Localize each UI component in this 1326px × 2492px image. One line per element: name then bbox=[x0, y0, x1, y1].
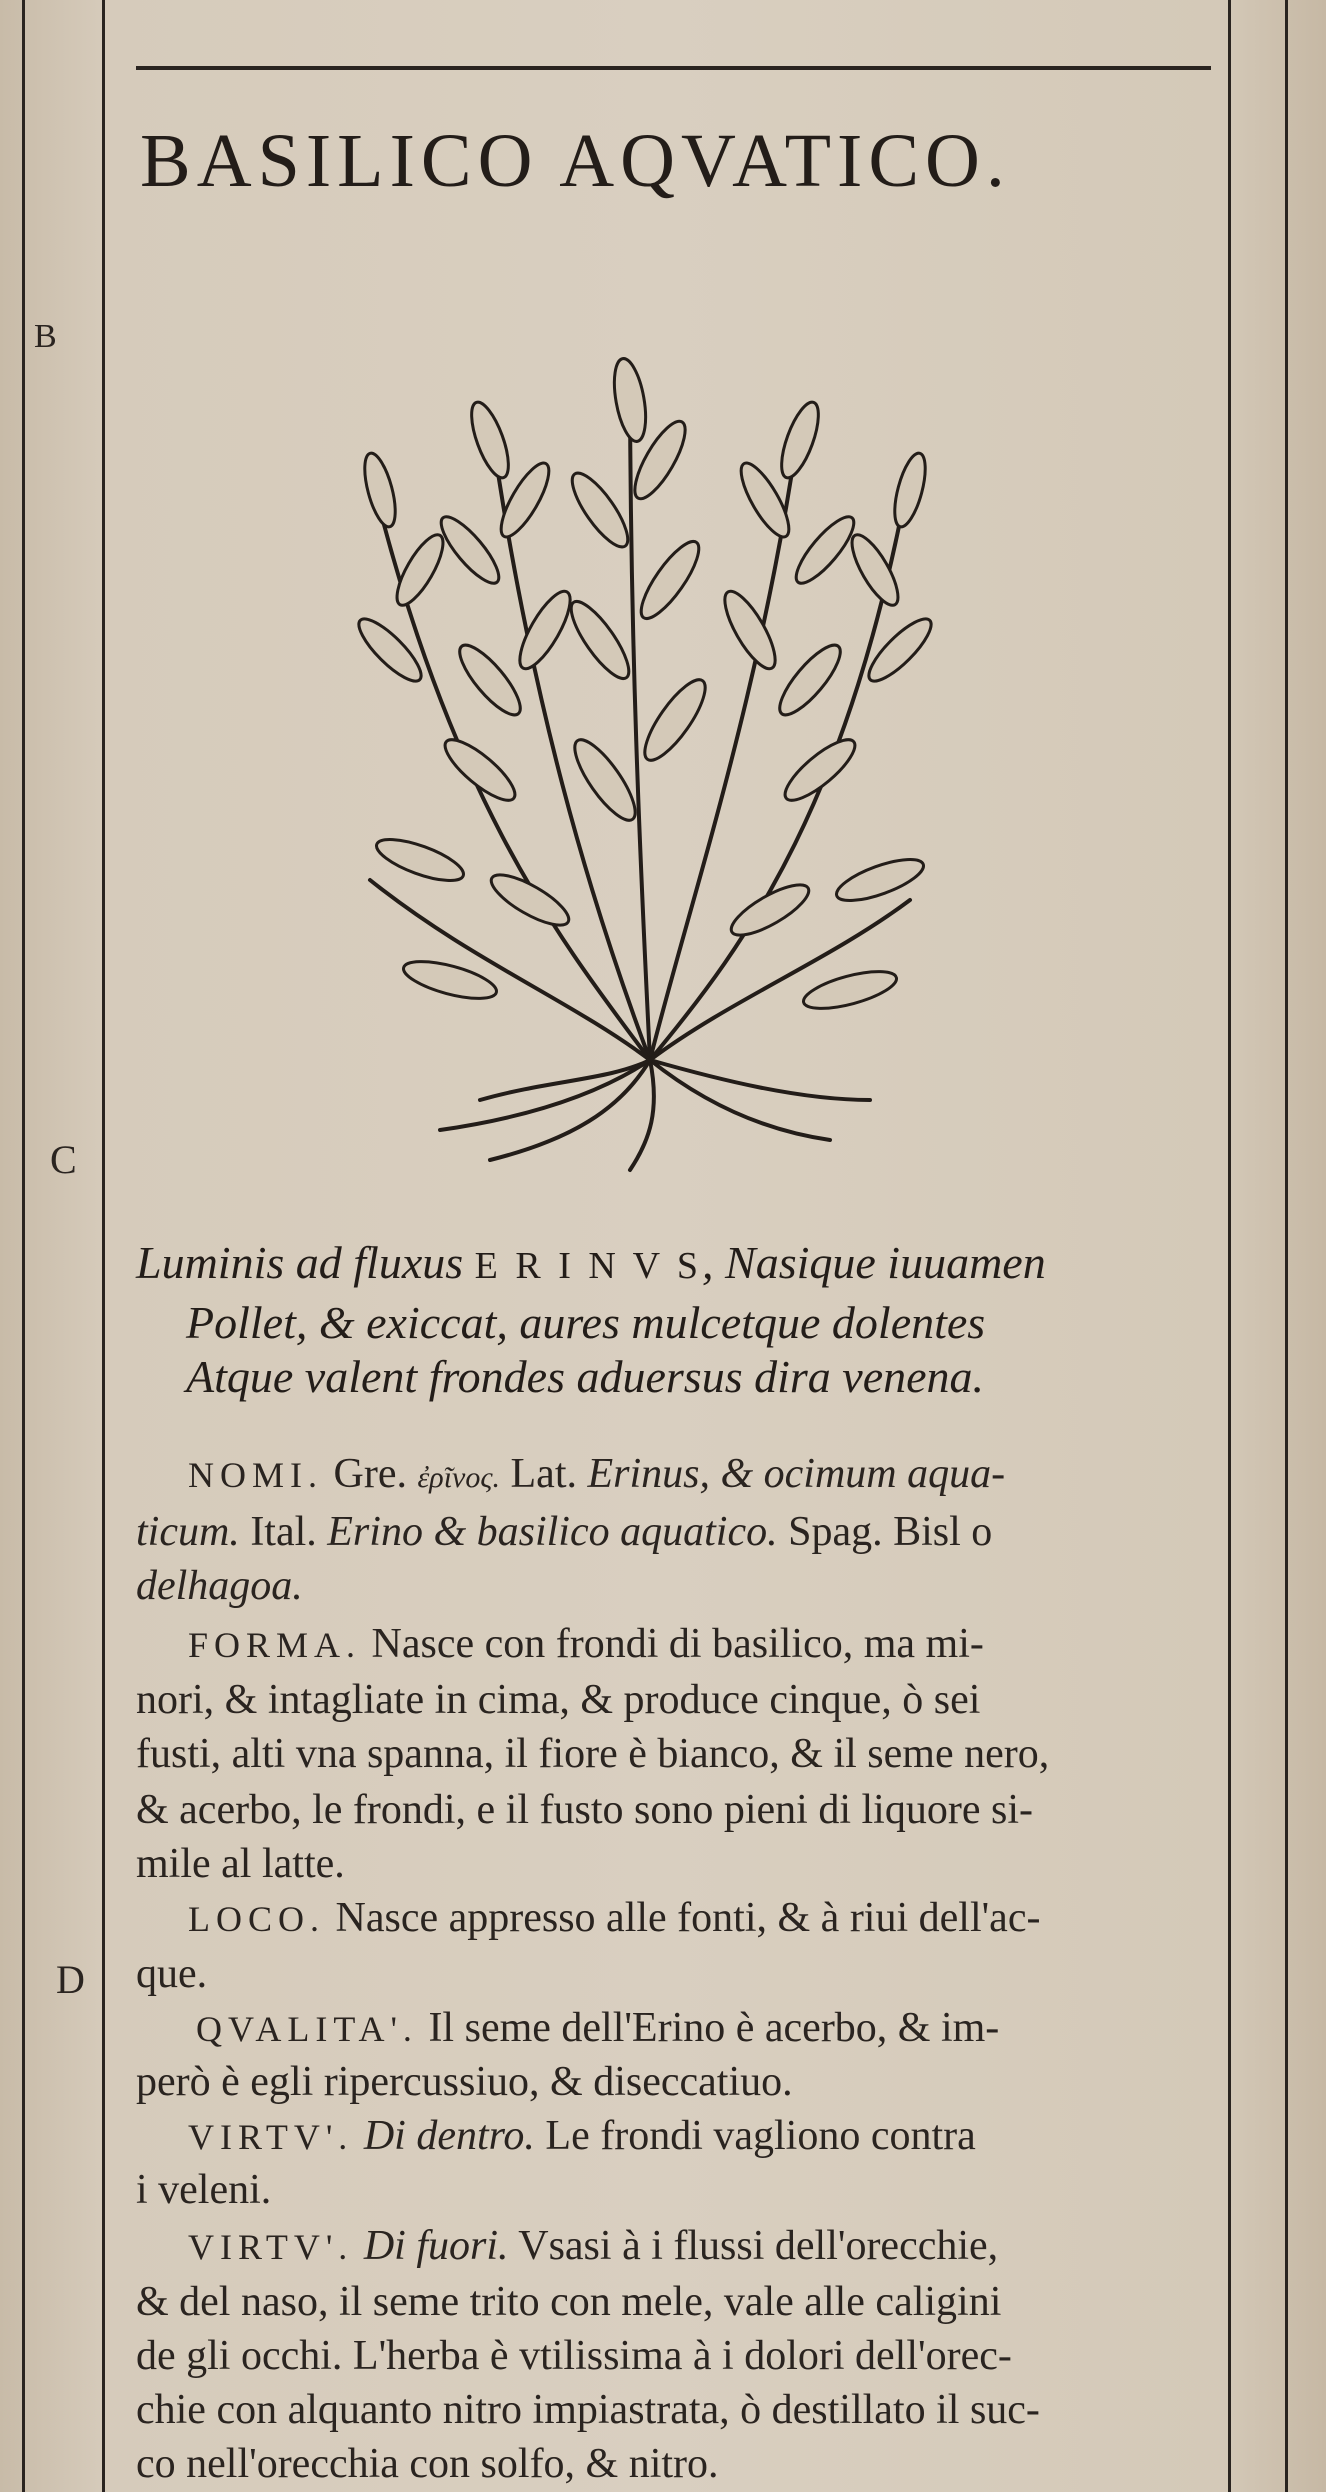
margin-letter-d: D bbox=[56, 1957, 85, 2002]
body-line: que. bbox=[136, 1951, 208, 1997]
body-line bbox=[188, 2112, 976, 2160]
text-run: Nasce con frondi di basilico, ma mi- bbox=[371, 1621, 984, 1667]
body-line: & del naso, il seme trito con mele, vale alle caligini bbox=[136, 2279, 1002, 2325]
right-outer-rule bbox=[1285, 0, 1288, 2492]
section-head-qualita: QVALITA'. bbox=[196, 2009, 418, 2049]
text-run: Vsasi à i flussi dell'orecchie, bbox=[508, 2223, 999, 2269]
virtu-subhead: Di dentro. bbox=[363, 2113, 535, 2159]
spanish-name: delhagoa. bbox=[136, 1563, 303, 1609]
virtu-subhead: Di fuori. bbox=[363, 2223, 509, 2269]
verse-text: Luminis ad fluxus bbox=[136, 1237, 475, 1288]
verse-line bbox=[186, 1350, 984, 1403]
left-inner-rule bbox=[102, 0, 105, 2492]
body-line: mile al latte. bbox=[136, 1841, 345, 1887]
verse-text: Atque valent frondes aduersus dira venena. bbox=[186, 1351, 985, 1402]
verse-text: , Nasique iuuamen bbox=[702, 1237, 1046, 1288]
verse-line bbox=[136, 1236, 1046, 1289]
body-line bbox=[188, 1620, 984, 1668]
text-run: Ital. bbox=[239, 1509, 328, 1555]
body-line bbox=[188, 1894, 1040, 1942]
left-outer-rule bbox=[22, 0, 25, 2492]
section-head-nomi: NOMI. bbox=[188, 1455, 323, 1495]
text-run: Il seme dell'Erino è acerbo, & im- bbox=[428, 2005, 1000, 2051]
body-line: de gli occhi. L'herba è vtilissima à i dolori dell'orec- bbox=[136, 2333, 1012, 2379]
body-line bbox=[188, 2222, 998, 2270]
text-run: Nasce appresso alle fonti, & à riui dell'ac- bbox=[335, 1895, 1041, 1941]
greek-name: ἐρῖνος. bbox=[417, 1461, 501, 1494]
text-run: Gre. bbox=[333, 1451, 418, 1497]
section-head-forma: FORMA. bbox=[188, 1625, 362, 1665]
verse-name: E R I N V S bbox=[474, 1245, 703, 1287]
body-line: nori, & intagliate in cima, & produce cinque, ò sei bbox=[136, 1677, 981, 1723]
section-head-loco: LOCO. bbox=[188, 1899, 325, 1939]
verse-line bbox=[186, 1296, 985, 1349]
text-run: Lat. bbox=[500, 1451, 588, 1497]
margin-letter-b: B bbox=[34, 318, 57, 355]
verse-text: Pollet, & exiccat, aures mulcetque dolentes bbox=[186, 1297, 986, 1348]
body-line: fusti, alti vna spanna, il fiore è bianco, & il seme nero, bbox=[136, 1731, 1050, 1777]
latin-name: Erinus, & ocimum aqua- bbox=[587, 1451, 1006, 1497]
body-line: & acerbo, le frondi, e il fusto sono pieni di liquore si- bbox=[136, 1787, 1033, 1833]
body-line: i veleni. bbox=[136, 2167, 272, 2213]
body-line bbox=[188, 1450, 1005, 1498]
body-line bbox=[136, 1562, 303, 1610]
right-inner-rule bbox=[1228, 0, 1231, 2492]
body-line: però è egli ripercussiuo, & diseccatiuo. bbox=[136, 2059, 793, 2105]
latin-name: ticum. bbox=[136, 1509, 240, 1555]
top-rule bbox=[136, 66, 1211, 70]
plant-woodcut-illustration bbox=[330, 340, 970, 1180]
body-line: chie con alquanto nitro impiastrata, ò destillato il suc- bbox=[136, 2387, 1040, 2433]
section-head-virtu-fuori: VIRTV'. bbox=[188, 2227, 354, 2267]
body-line bbox=[196, 2004, 999, 2052]
body-line bbox=[136, 1508, 992, 1556]
text-run: Le frondi vagliono contra bbox=[534, 2113, 976, 2159]
text-run: Spag. Bisl o bbox=[777, 1509, 993, 1555]
italian-name: Erino & basilico aquatico. bbox=[327, 1509, 778, 1555]
page-title: BASILICO AQVATICO. bbox=[140, 119, 1011, 203]
section-head-virtu-dentro: VIRTV'. bbox=[188, 2117, 354, 2157]
margin-letter-c: C bbox=[50, 1137, 77, 1182]
body-line: co nell'orecchia con solfo, & nitro. bbox=[136, 2441, 719, 2487]
